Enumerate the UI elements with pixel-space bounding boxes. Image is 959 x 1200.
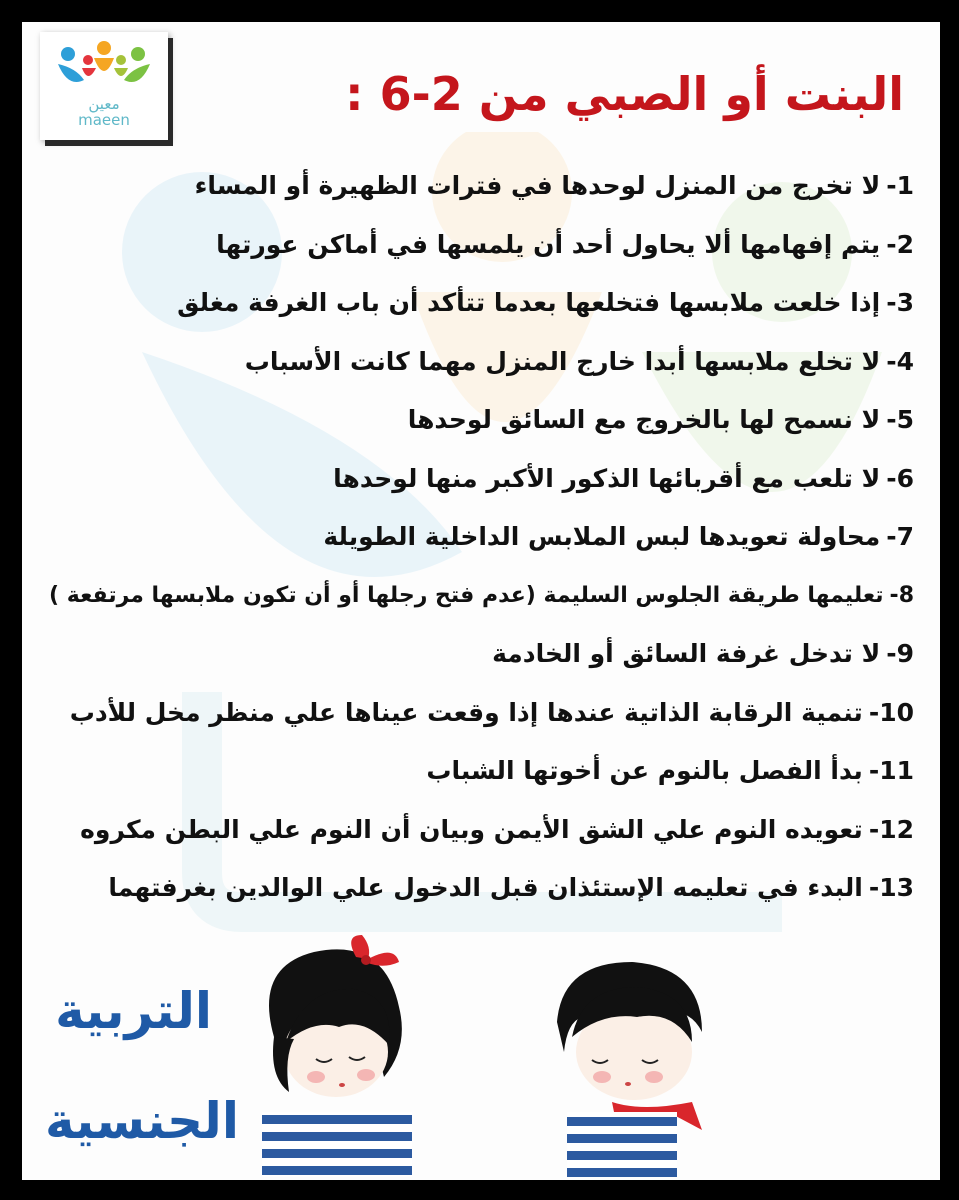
rule-number: 3- xyxy=(886,288,914,317)
poster-panel xyxy=(22,22,940,1180)
rule-text: لا تلعب مع أقربائها الذكور الأكبر منها لوحدها xyxy=(333,463,881,493)
rule-text: لا تدخل غرفة السائق أو الخادمة xyxy=(492,639,881,668)
rule-number: 8- xyxy=(889,582,914,608)
rule-item xyxy=(34,859,914,918)
rule-number: 7- xyxy=(886,522,914,551)
rule-number: 6- xyxy=(886,463,914,493)
rule-item xyxy=(34,333,914,392)
rule-item xyxy=(34,567,914,626)
rule-number: 11- xyxy=(868,756,914,785)
rule-item xyxy=(34,391,914,450)
rule-item xyxy=(34,684,914,743)
rule-item xyxy=(34,274,914,333)
rule-text: إذا خلعت ملابسها فتخلعها بعدما تتأكد أن باب الغرفة مغلق xyxy=(177,288,881,317)
rule-text: محاولة تعويدها لبس الملابس الداخلية الطويلة xyxy=(323,522,881,551)
rule-text: تنمية الرقابة الذاتية عندها إذا وقعت عيناها علي منظر مخل للأدب xyxy=(69,697,863,727)
logo-figures-icon xyxy=(54,40,154,98)
rule-item xyxy=(34,801,914,860)
page-title: البنت أو الصبي من 2-6 : xyxy=(345,67,904,121)
rule-text: لا تخلع ملابسها أبدا خارج المنزل مهما كانت الأسباب xyxy=(244,346,881,376)
side-title-line2: الجنسية xyxy=(45,1092,239,1150)
logo-english-text: maeen xyxy=(78,111,130,129)
rule-number: 1- xyxy=(886,171,914,200)
rule-text: البدء في تعليمه الإستئذان قبل الدخول علي الوالدين بغرفتهما xyxy=(108,873,863,902)
rule-number: 13- xyxy=(868,873,914,902)
rule-text: يتم إفهامها ألا يحاول أحد أن يلمسها في أماكن عورتها xyxy=(216,229,881,259)
rule-number: 2- xyxy=(886,229,914,259)
rule-number: 4- xyxy=(886,346,914,376)
rule-item xyxy=(34,450,914,509)
rule-item xyxy=(34,625,914,684)
girl-illustration xyxy=(244,927,424,1177)
rule-text: بدأ الفصل بالنوم عن أخوتها الشباب xyxy=(426,756,863,785)
boy-illustration xyxy=(542,952,712,1177)
rule-text: تعليمها طريقة الجلوس السليمة (عدم فتح رجلها أو أن تكون ملابسها مرتفعة ) xyxy=(49,582,884,608)
side-title-line1: التربية xyxy=(55,982,212,1040)
rule-number: 9- xyxy=(886,639,914,668)
rule-item xyxy=(34,508,914,567)
rule-text: تعويده النوم علي الشق الأيمن وبيان أن النوم علي البطن مكروه xyxy=(80,814,863,844)
rule-number: 5- xyxy=(886,405,914,434)
rule-item xyxy=(34,157,914,216)
rule-item xyxy=(34,742,914,801)
rule-number: 12- xyxy=(868,814,914,844)
rule-item xyxy=(34,216,914,275)
logo-arabic-text: معين xyxy=(88,95,120,113)
rule-text: لا تخرج من المنزل لوحدها في فترات الظهيرة أو المساء xyxy=(194,171,881,200)
rules-list xyxy=(34,157,914,918)
rule-number: 10- xyxy=(868,697,914,727)
rule-text: لا نسمح لها بالخروج مع السائق لوحدها xyxy=(407,405,881,434)
maeen-logo xyxy=(40,32,168,140)
